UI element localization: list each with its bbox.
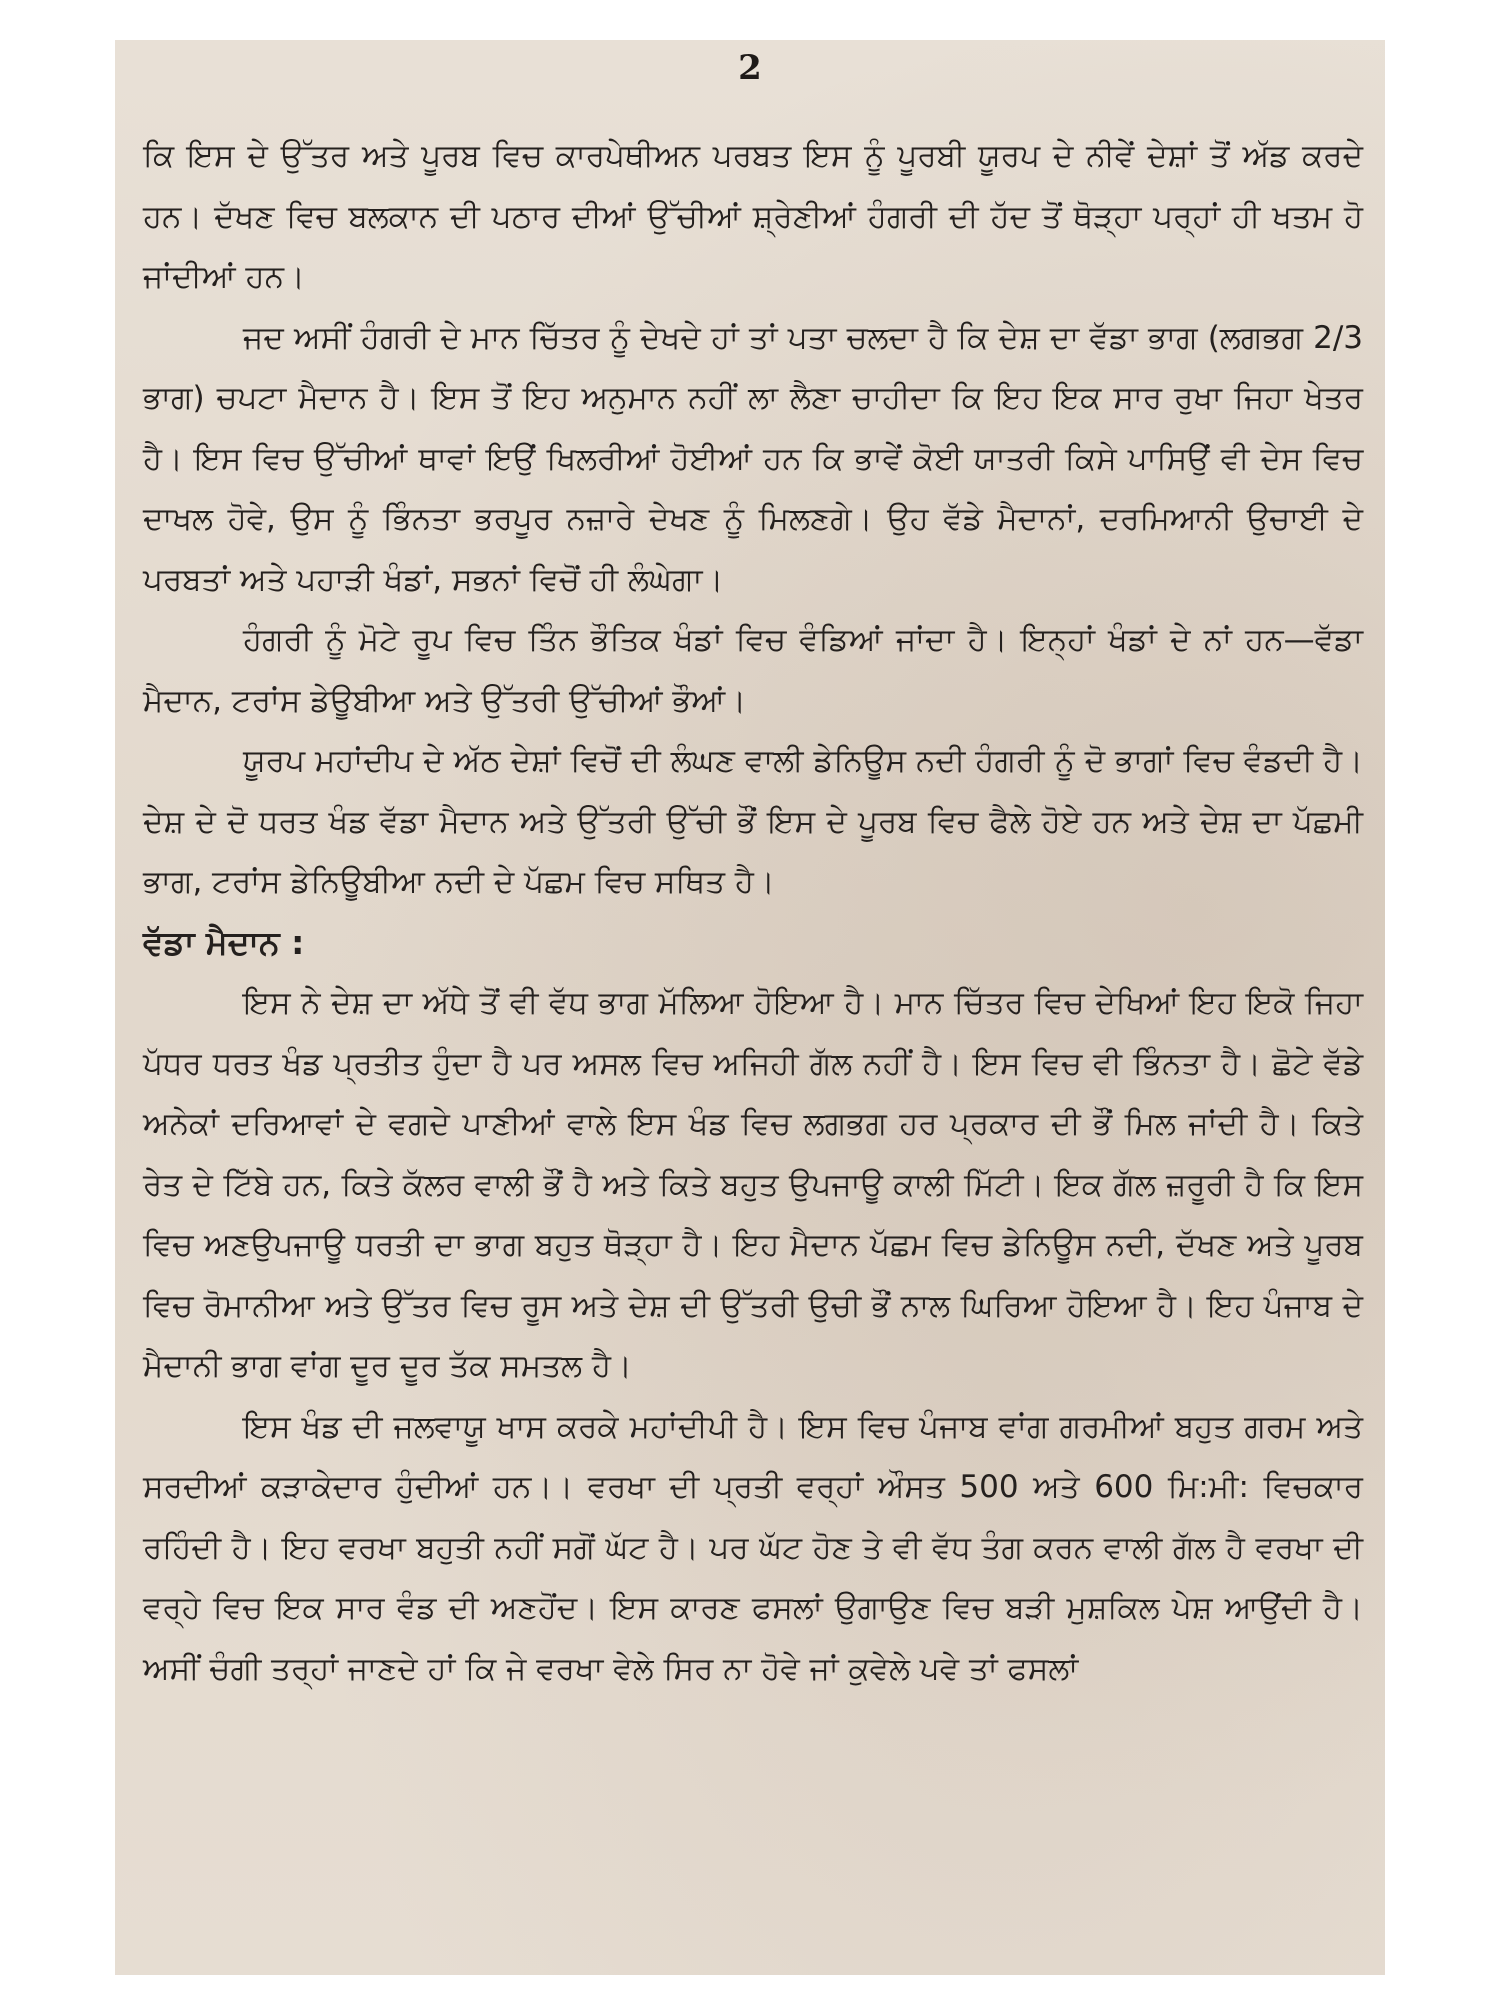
page-body bbox=[143, 126, 1363, 1699]
paragraph-3: ਹੰਗਰੀ ਨੂੰ ਮੋਟੇ ਰੂਪ ਵਿਚ ਤਿੰਨ ਭੌਤਿਕ ਖੰਡਾਂ ਵਿਚ ਵੰਡਿਆਂ ਜਾਂਦਾ ਹੈ। ਇਨ੍ਹਾਂ ਖੰਡਾਂ ਦੇ ਨਾਂ ਹਨ—ਵੱਡਾ ਮੈਦਾਨ, ਟਰਾਂਸ ਡੇਊਬੀਆ ਅਤੇ ਉੱਤਰੀ ਉੱਚੀਆਂ ਭੌਆਂ। bbox=[143, 622, 1363, 719]
paragraph-5: ਇਸ ਨੇ ਦੇਸ਼ ਦਾ ਅੱਧੇ ਤੋਂ ਵੀ ਵੱਧ ਭਾਗ ਮੱਲਿਆ ਹੋਇਆ ਹੈ। ਮਾਨ ਚਿੱਤਰ ਵਿਚ ਦੇਖਿਆਂ ਇਹ ਇਕੋ ਜਿਹਾ ਪੱਧਰ ਧਰਤ ਖੰਡ ਪ੍ਰਤੀਤ ਹੁੰਦਾ ਹੈ ਪਰ ਅਸਲ ਵਿਚ ਅਜਿਹੀ ਗੱਲ ਨਹੀਂ ਹੈ। ਇਸ ਵਿਚ ਵੀ ਭਿੰਨਤਾ ਹੈ। ਛੋਟੇ ਵੱਡੇ ਅਨੇਕਾਂ ਦਰਿਆਵਾਂ ਦੇ ਵਗਦੇ ਪਾਣੀਆਂ ਵਾਲੇ ਇਸ ਖੰਡ ਵਿਚ ਲਗਭਗ ਹਰ ਪ੍ਰਕਾਰ ਦੀ ਭੌਂ ਮਿਲ ਜਾਂਦੀ ਹੈ। ਕਿਤੇ ਰੇਤ ਦੇ ਟਿੱਬੇ ਹਨ, ਕਿਤੇ ਕੱਲਰ ਵਾਲੀ ਭੌਂ ਹੈ ਅਤੇ ਕਿਤੇ ਬਹੁਤ ਉਪਜਾਊ ਕਾਲੀ ਮਿੱਟੀ। ਇਕ ਗੱਲ ਜ਼ਰੂਰੀ ਹੈ ਕਿ ਇਸ ਵਿਚ ਅਣਉਪਜਾਊ ਧਰਤੀ ਦਾ ਭਾਗ ਬਹੁਤ ਥੋੜ੍ਹਾ ਹੈ। ਇਹ ਮੈਦਾਨ ਪੱਛਮ ਵਿਚ ਡੇਨਿਊਸ ਨਦੀ, ਦੱਖਣ ਅਤੇ ਪੂਰਬ ਵਿਚ ਰੋਮਾਨੀਆ ਅਤੇ ਉੱਤਰ ਵਿਚ ਰੂਸ ਅਤੇ ਦੇਸ਼ ਦੀ ਉੱਤਰੀ ਉਚੀ ਭੌਂ ਨਾਲ ਘਿਰਿਆ ਹੋਇਆ ਹੈ। ਇਹ ਪੰਜਾਬ ਦੇ ਮੈਦਾਨੀ ਭਾਗ ਵਾਂਗ ਦੂਰ ਦੂਰ ਤੱਕ ਸਮਤਲ ਹੈ। bbox=[143, 985, 1363, 1384]
page-number: 2 bbox=[738, 48, 762, 88]
section-heading: ਵੱਡਾ ਮੈਦਾਨ : bbox=[143, 922, 305, 962]
paragraph-2: ਜਦ ਅਸੀਂ ਹੰਗਰੀ ਦੇ ਮਾਨ ਚਿੱਤਰ ਨੂੰ ਦੇਖਦੇ ਹਾਂ ਤਾਂ ਪਤਾ ਚਲਦਾ ਹੈ ਕਿ ਦੇਸ਼ ਦਾ ਵੱਡਾ ਭਾਗ (ਲਗਭਗ 2/3 ਭਾਗ) ਚਪਟਾ ਮੈਦਾਨ ਹੈ। ਇਸ ਤੋਂ ਇਹ ਅਨੁਮਾਨ ਨਹੀਂ ਲਾ ਲੈਣਾ ਚਾਹੀਦਾ ਕਿ ਇਹ ਇਕ ਸਾਰ ਰੁਖਾ ਜਿਹਾ ਖੇਤਰ ਹੈ। ਇਸ ਵਿਚ ਉੱਚੀਆਂ ਥਾਵਾਂ ਇਉਂ ਖਿਲਰੀਆਂ ਹੋਈਆਂ ਹਨ ਕਿ ਭਾਵੇਂ ਕੋਈ ਯਾਤਰੀ ਕਿਸੇ ਪਾਸਿਉਂ ਵੀ ਦੇਸ ਵਿਚ ਦਾਖਲ ਹੋਵੇ, ਉਸ ਨੂੰ ਭਿੰਨਤਾ ਭਰਪੂਰ ਨਜ਼ਾਰੇ ਦੇਖਣ ਨੂੰ ਮਿਲਣਗੇ। ਉਹ ਵੱਡੇ ਮੈਦਾਨਾਂ, ਦਰਮਿਆਨੀ ਉਚਾਈ ਦੇ ਪਰਬਤਾਂ ਅਤੇ ਪਹਾੜੀ ਖੰਡਾਂ, ਸਭਨਾਂ ਵਿਚੋਂ ਹੀ ਲੰਘੇਗਾ। bbox=[143, 319, 1363, 598]
paragraph-4: ਯੂਰਪ ਮਹਾਂਦੀਪ ਦੇ ਅੱਠ ਦੇਸ਼ਾਂ ਵਿਚੋਂ ਦੀ ਲੰਘਣ ਵਾਲੀ ਡੇਨਿਊਸ ਨਦੀ ਹੰਗਰੀ ਨੂੰ ਦੋ ਭਾਗਾਂ ਵਿਚ ਵੰਡਦੀ ਹੈ। ਦੇਸ਼ ਦੇ ਦੋ ਧਰਤ ਖੰਡ ਵੱਡਾ ਮੈਦਾਨ ਅਤੇ ਉੱਤਰੀ ਉੱਚੀ ਭੌਂ ਇਸ ਦੇ ਪੂਰਬ ਵਿਚ ਫੈਲੇ ਹੋਏ ਹਨ ਅਤੇ ਦੇਸ਼ ਦਾ ਪੱਛਮੀ ਭਾਗ, ਟਰਾਂਸ ਡੇਨਿਊਬੀਆ ਨਦੀ ਦੇ ਪੱਛਮ ਵਿਚ ਸਥਿਤ ਹੈ। bbox=[143, 743, 1363, 900]
paragraph-1: ਕਿ ਇਸ ਦੇ ਉੱਤਰ ਅਤੇ ਪੂਰਬ ਵਿਚ ਕਾਰਪੇਥੀਅਨ ਪਰਬਤ ਇਸ ਨੂੰ ਪੂਰਬੀ ਯੂਰਪ ਦੇ ਨੀਵੇਂ ਦੇਸ਼ਾਂ ਤੋਂ ਅੱਡ ਕਰਦੇ ਹਨ। ਦੱਖਣ ਵਿਚ ਬਲਕਾਨ ਦੀ ਪਠਾਰ ਦੀਆਂ ਉੱਚੀਆਂ ਸ਼੍ਰੇਣੀਆਂ ਹੰਗਰੀ ਦੀ ਹੱਦ ਤੋਂ ਥੋੜ੍ਹਾ ਪਰ੍ਹਾਂ ਹੀ ਖਤਮ ਹੋ ਜਾਂਦੀਆਂ ਹਨ। bbox=[143, 138, 1363, 295]
book-page bbox=[115, 40, 1385, 1975]
paragraph-6: ਇਸ ਖੰਡ ਦੀ ਜਲਵਾਯੂ ਖਾਸ ਕਰਕੇ ਮਹਾਂਦੀਪੀ ਹੈ। ਇਸ ਵਿਚ ਪੰਜਾਬ ਵਾਂਗ ਗਰਮੀਆਂ ਬਹੁਤ ਗਰਮ ਅਤੇ ਸਰਦੀਆਂ ਕੜਾਕੇਦਾਰ ਹੁੰਦੀਆਂ ਹਨ।। ਵਰਖਾ ਦੀ ਪ੍ਰਤੀ ਵਰ੍ਹਾਂ ਔਸਤ 500 ਅਤੇ 600 ਮਿ:ਮੀ: ਵਿਚਕਾਰ ਰਹਿੰਦੀ ਹੈ। ਇਹ ਵਰਖਾ ਬਹੁਤੀ ਨਹੀਂ ਸਗੋਂ ਘੱਟ ਹੈ। ਪਰ ਘੱਟ ਹੋਣ ਤੇ ਵੀ ਵੱਧ ਤੰਗ ਕਰਨ ਵਾਲੀ ਗੱਲ ਹੈ ਵਰਖਾ ਦੀ ਵਰ੍ਹੇ ਵਿਚ ਇਕ ਸਾਰ ਵੰਡ ਦੀ ਅਣਹੋਂਦ। ਇਸ ਕਾਰਣ ਫਸਲਾਂ ਉਗਾਉਣ ਵਿਚ ਬੜੀ ਮੁਸ਼ਕਿਲ ਪੇਸ਼ ਆਉਂਦੀ ਹੈ। ਅਸੀਂ ਚੰਗੀ ਤਰ੍ਹਾਂ ਜਾਣਦੇ ਹਾਂ ਕਿ ਜੇ ਵਰਖਾ ਵੇਲੇ ਸਿਰ ਨਾ ਹੋਵੇ ਜਾਂ ਕੁਵੇਲੇ ਪਵੇ ਤਾਂ ਫਸਲਾਂ bbox=[143, 1408, 1363, 1687]
